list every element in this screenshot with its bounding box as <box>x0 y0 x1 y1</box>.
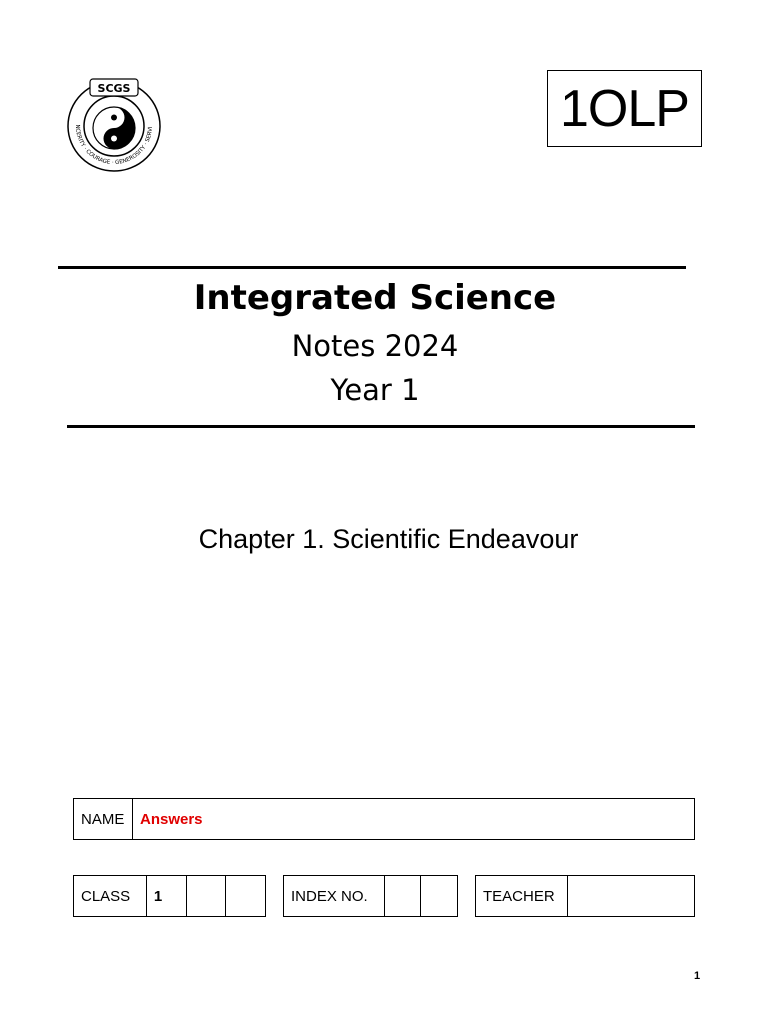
teacher-table <box>475 875 695 917</box>
index-field-1[interactable] <box>384 876 421 917</box>
teacher-label: TEACHER <box>476 876 568 917</box>
index-field-2[interactable] <box>421 876 458 917</box>
title-bottom-rule <box>67 425 695 428</box>
index-table <box>283 875 458 917</box>
class-field-1[interactable]: 1 <box>146 876 186 917</box>
class-field-3[interactable] <box>226 876 266 917</box>
title-top-rule <box>58 266 686 269</box>
school-logo <box>62 74 166 174</box>
class-table <box>73 875 266 917</box>
page-number: 1 <box>694 970 701 982</box>
logo-text: SCGS <box>97 82 131 95</box>
document-subtitle-year: Year 1 <box>330 373 420 407</box>
document-title: Integrated Science <box>193 278 557 318</box>
logo-motto: NCERITY · COURAGE · GENEROSITY · SERVI <box>73 124 155 167</box>
chapter-heading: Chapter 1. Scientific Endeavour <box>198 524 579 554</box>
index-label: INDEX NO. <box>284 876 385 917</box>
name-field[interactable]: Answers <box>133 799 695 840</box>
name-table <box>73 798 695 840</box>
name-label: NAME <box>74 799 133 840</box>
class-code-box: 1OLP <box>547 70 702 147</box>
class-label: CLASS <box>74 876 147 917</box>
document-subtitle-notes: Notes 2024 <box>291 329 459 363</box>
class-field-2[interactable] <box>186 876 226 917</box>
teacher-field[interactable] <box>567 876 694 917</box>
